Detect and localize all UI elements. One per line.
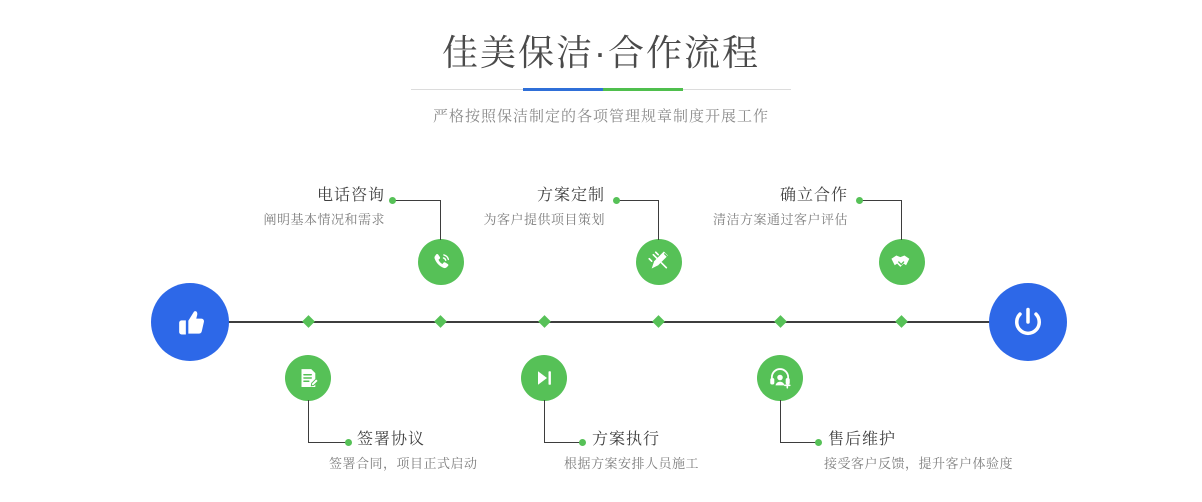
step-6-label-dot (815, 439, 822, 446)
step-3-label-dot (613, 197, 620, 204)
step-4-icon-node[interactable] (521, 355, 567, 401)
handshake-icon (889, 249, 915, 275)
step-4-name: 方案执行 (592, 431, 661, 448)
step-6-axis-marker (774, 315, 787, 328)
step-5-connector-vertical (901, 200, 902, 240)
step-3-connector-horizontal (618, 200, 658, 201)
step-4-label (564, 429, 700, 474)
step-6-connector-horizontal (780, 442, 818, 443)
power-icon (1008, 302, 1048, 342)
step-1-label-dot (389, 197, 396, 204)
step-6-icon-node[interactable] (757, 355, 803, 401)
step-6-desc: 接受客户反馈，提升客户体验度 (824, 456, 1014, 471)
step-5-connector-horizontal (861, 200, 901, 201)
step-1-axis-marker (434, 315, 447, 328)
step-2-connector-vertical (308, 400, 309, 442)
divider-accent-blue (523, 88, 603, 91)
timeline-end-marker (989, 283, 1067, 361)
page-subtitle: 严格按照保洁制定的各项管理规章制度开展工作 (432, 108, 769, 125)
step-2-name: 签署协议 (357, 431, 426, 448)
step-6-label (824, 429, 1014, 474)
page-header (0, 30, 1202, 126)
step-1-connector-horizontal (394, 200, 440, 201)
step-4-desc: 根据方案安排人员施工 (564, 456, 700, 471)
play-next-icon (532, 366, 556, 390)
step-2-connector-horizontal (308, 442, 348, 443)
step-4-label-dot (579, 439, 586, 446)
step-5-desc: 清洁方案通过客户评估 (712, 212, 848, 227)
thumbs-up-icon (170, 302, 210, 342)
document-edit-icon (295, 365, 321, 391)
step-4-connector-vertical (544, 400, 545, 442)
timeline-start-marker (151, 283, 229, 361)
step-2-label (329, 429, 478, 474)
step-5-icon-node[interactable] (879, 239, 925, 285)
step-3-desc: 为客户提供项目策划 (483, 212, 605, 227)
step-1-desc: 阐明基本情况和需求 (263, 212, 385, 227)
step-3-icon-node[interactable] (636, 239, 682, 285)
step-2-label-dot (345, 439, 352, 446)
step-4-axis-marker (538, 315, 551, 328)
step-5-name: 确立合作 (779, 187, 848, 204)
headset-add-icon (767, 365, 793, 391)
step-1-name: 电话咨询 (316, 187, 385, 204)
step-6-connector-vertical (780, 400, 781, 442)
step-5-label-dot (856, 197, 863, 204)
pencil-ruler-icon (646, 249, 672, 275)
step-2-icon-node[interactable] (285, 355, 331, 401)
step-5-axis-marker (895, 315, 908, 328)
step-4-connector-horizontal (544, 442, 582, 443)
page-title: 佳美保洁·合作流程 (442, 32, 760, 73)
step-2-desc: 签署合同，项目正式启动 (329, 456, 478, 471)
divider-accent-green (603, 88, 683, 91)
step-3-name: 方案定制 (536, 187, 605, 204)
step-2-axis-marker (302, 315, 315, 328)
phone-call-icon (428, 249, 454, 275)
step-1-label (255, 185, 385, 230)
title-divider (411, 88, 791, 91)
step-3-label (470, 185, 605, 230)
step-1-icon-node[interactable] (418, 239, 464, 285)
step-5-label (713, 185, 848, 230)
step-6-name: 售后维护 (828, 431, 897, 448)
step-3-axis-marker (652, 315, 665, 328)
